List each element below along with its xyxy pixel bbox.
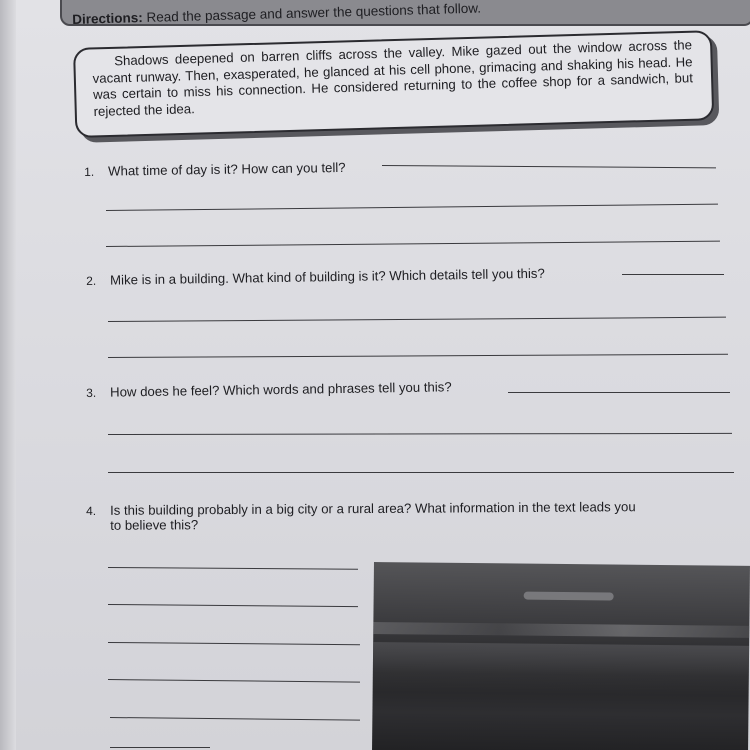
directions-text: Read the passage and answer the questions that follow. [142,0,482,26]
question-number: 1. [84,164,95,179]
answer-line[interactable] [106,241,720,247]
question-text: What time of day is it? How can you tell? [107,159,346,179]
page-edge [0,0,16,750]
question-text: Mike is in a building. What kind of building is it? Which details tell you this? [109,265,545,288]
question-number: 3. [86,385,97,400]
photo-haze [373,642,750,696]
answer-line[interactable] [108,679,360,683]
answer-line[interactable] [106,204,718,211]
answer-line[interactable] [108,317,726,322]
question-text-continued: to believe this? [110,517,199,533]
question-4 [86,499,636,533]
answer-line[interactable] [110,747,210,748]
passage-text: Shadows deepened on barren cliffs across the valley. Mike gazed out the window across the vacant runway. Then, exasperated, he glanced at his cell phone, grimacing and shaking his head. He was certain to miss his connection. He considered returning to the coffee shop for a sandwich, but rejected the idea. [92,37,694,119]
question-number: 4. [86,503,97,518]
photo-cliffs [373,622,749,638]
question-text: How does he feel? Which words and phrases tell you this? [109,379,452,400]
answer-line[interactable] [508,392,730,393]
answer-line[interactable] [108,604,358,607]
answer-line[interactable] [108,354,728,358]
question-text: Is this building probably in a big city or a rural area? What information in the text leads you [109,499,636,518]
answer-line[interactable] [108,567,358,570]
answer-line[interactable] [108,642,360,645]
answer-line[interactable] [108,472,734,473]
question-1 [84,160,346,179]
directions-label: Directions: [72,10,143,27]
question-2 [86,266,545,288]
answer-line[interactable] [110,717,360,721]
valley-photo [372,562,750,750]
question-3 [86,379,452,400]
question-number: 2. [86,273,97,288]
photo-cloud [524,592,614,601]
answer-line[interactable] [622,274,724,275]
answer-line[interactable] [108,433,732,435]
answer-line[interactable] [382,165,716,168]
